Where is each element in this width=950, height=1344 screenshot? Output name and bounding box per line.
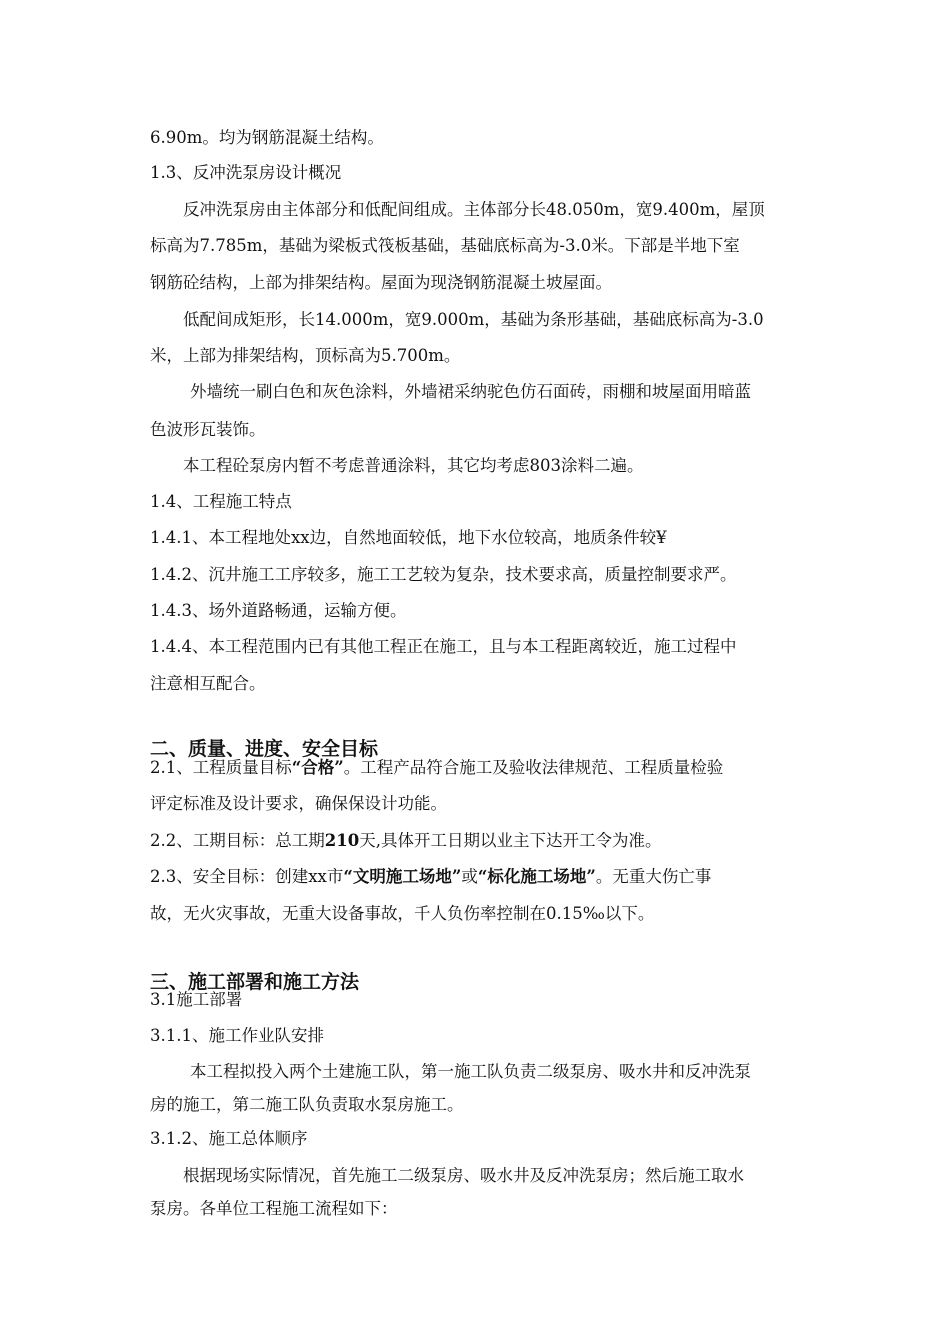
text-span: 2.3、安全目标：创建xx市	[150, 867, 344, 886]
text-span: 或	[461, 867, 478, 886]
text-span: 。工程产品符合施工及验收法律规范、工程质量检验	[343, 758, 724, 777]
text-line: 低配间成矩形，长14.000m，宽9.000m，基础为条形基础，基础底标高为-3.0	[183, 310, 764, 329]
text-line: 1.4.4、本工程范围内已有其他工程正在施工，且与本工程距离较近，施工过程中	[150, 637, 737, 656]
text-line: 1.4.1、本工程地处xx边，自然地面较低，地下水位较高，地质条件较¥	[150, 528, 667, 547]
heading-section-2: 二、质量、进度、安全目标	[150, 738, 379, 760]
bold-text: “标化施工场地”	[477, 867, 596, 886]
text-line: 故，无火灾事故，无重大设备事故，千人负伤率控制在0.15‰以下。	[150, 904, 655, 923]
text-line: 色波形瓦装饰。	[150, 420, 266, 439]
bold-text: 210	[324, 831, 360, 850]
text-line: 1.4.3、场外道路畅通，运输方便。	[150, 601, 407, 620]
text-line	[150, 758, 723, 778]
text-line: 标高为7.785m，基础为梁板式筏板基础，基础底标高为-3.0米。下部是半地下室	[150, 236, 740, 255]
text-line: 1.4.2、沉井施工工序较多，施工工艺较为复杂，技术要求高，质量控制要求严。	[150, 565, 737, 584]
text-line: 反冲洗泵房由主体部分和低配间组成。主体部分长48.050m，宽9.400m，屋顶	[183, 200, 765, 219]
section-3-1-2-title: 3.1.2、施工总体顺序	[150, 1129, 308, 1148]
section-1-4-title: 1.4、工程施工特点	[150, 492, 292, 511]
text-line: 泵房。各单位工程施工流程如下：	[150, 1199, 398, 1218]
text-line: 本工程砼泵房内暂不考虑普通涂料，其它均考虑803涂料二遍。	[183, 456, 644, 475]
text-span: 。无重大伤亡事	[595, 867, 712, 886]
heading-section-3: 三、施工部署和施工方法	[150, 971, 360, 993]
text-line	[150, 831, 661, 851]
section-1-3-title: 1.3、反冲洗泵房设计概况	[150, 163, 342, 182]
text-line: 本工程拟投入两个土建施工队，第一施工队负责二级泵房、吸水井和反冲洗泵	[190, 1062, 751, 1081]
text-span: 2.2、工期目标：总工期	[150, 831, 325, 850]
section-3-1-title: 3.1施工部署	[150, 990, 243, 1009]
text-line: 钢筋砼结构，上部为排架结构。屋面为现浇钢筋混凝土坡屋面。	[150, 273, 612, 292]
text-line	[150, 867, 711, 887]
text-line: 米，上部为排架结构，顶标高为5.700m。	[150, 346, 461, 365]
text-line: 评定标准及设计要求，确保保设计功能。	[150, 794, 447, 813]
text-line: 注意相互配合。	[150, 674, 266, 693]
bold-text: “合格”	[291, 758, 344, 777]
section-3-1-1-title: 3.1.1、施工作业队安排	[150, 1026, 324, 1045]
text-span: 天,具体开工日期以业主下达开工令为准。	[359, 831, 662, 850]
text-line: 外墙统一刷白色和灰色涂料，外墙裙采纳驼色仿石面砖，雨棚和坡屋面用暗蓝	[190, 382, 751, 401]
text-line: 房的施工，第二施工队负责取水泵房施工。	[150, 1095, 464, 1114]
bold-text: “文明施工场地”	[343, 867, 462, 886]
text-line: 6.90m。均为钢筋混凝土结构。	[150, 128, 384, 147]
text-span: 2.1、工程质量目标	[150, 758, 292, 777]
text-line: 根据现场实际情况，首先施工二级泵房、吸水井及反冲洗泵房；然后施工取水	[183, 1166, 744, 1185]
